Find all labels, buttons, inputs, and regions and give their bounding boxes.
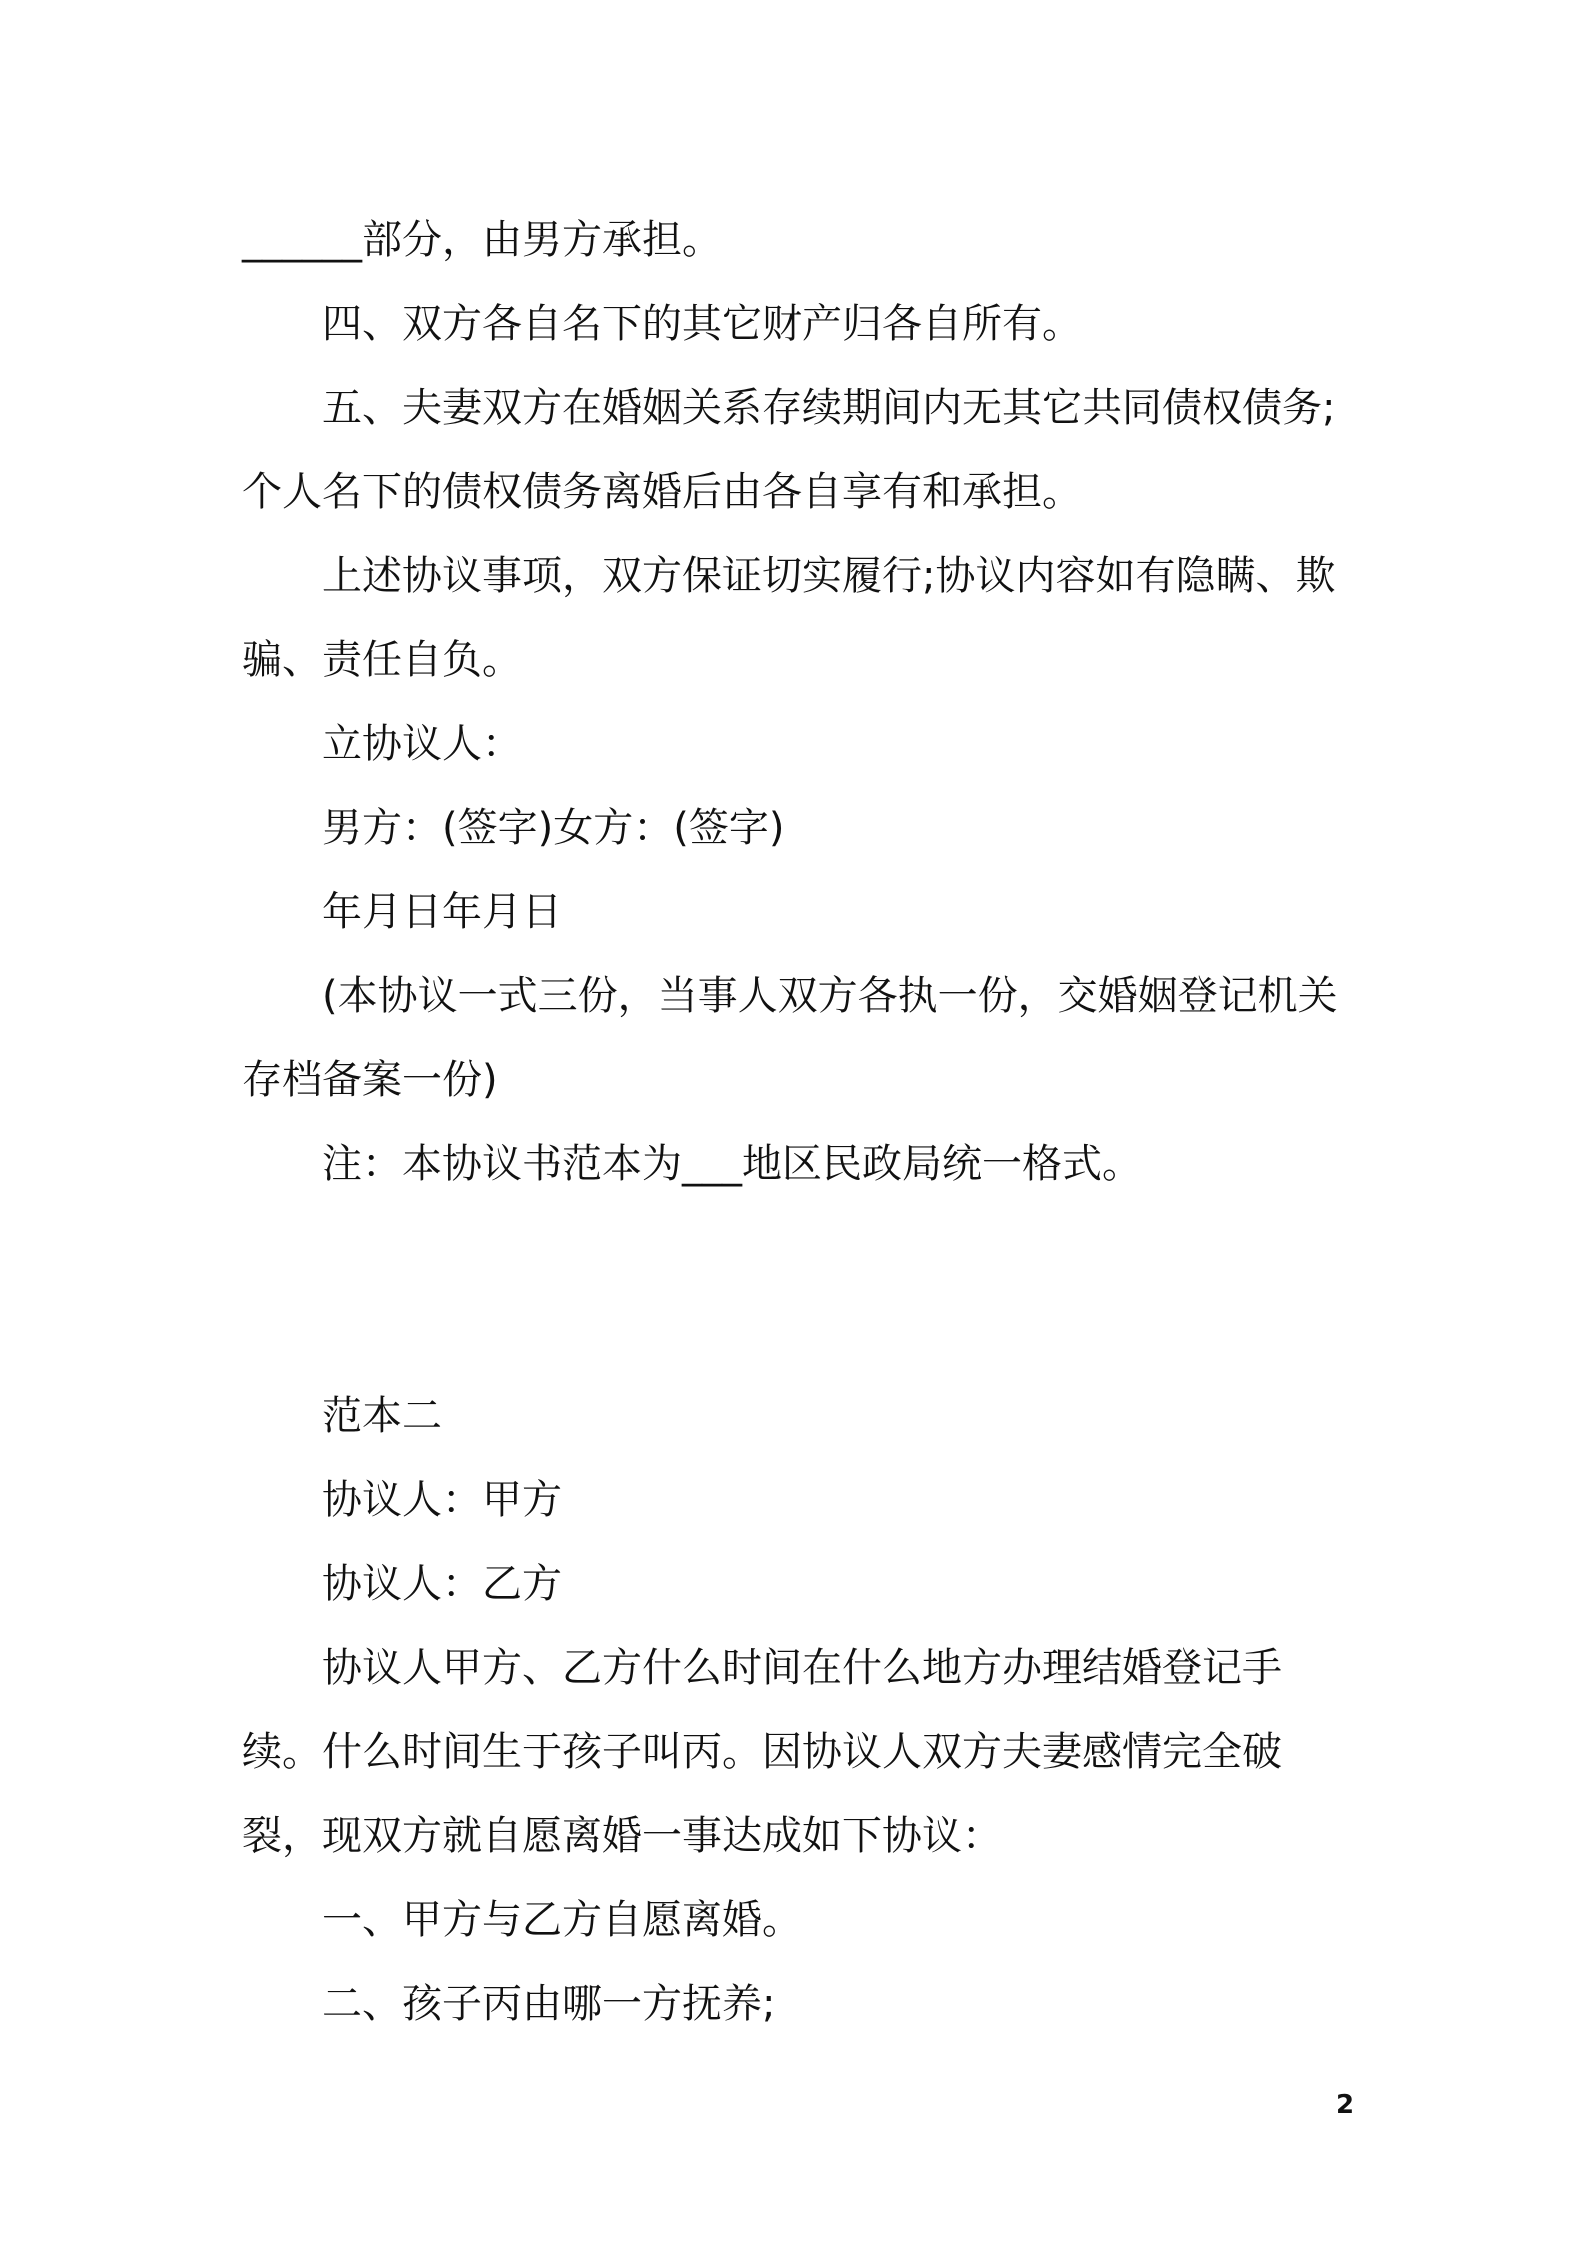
paragraph: 一、甲方与乙方自愿离婚。	[322, 1897, 802, 1943]
paragraph: (本协议一式三份，当事人双方各执一份，交婚姻登记机关存档备案一份)	[242, 973, 1338, 1103]
section-spacer	[242, 1206, 1360, 1374]
section-heading: 范本二	[322, 1393, 442, 1439]
paragraph: 四、双方各自名下的其它财产归各自所有。	[322, 301, 1082, 347]
paragraph: 协议人：乙方	[322, 1561, 562, 1607]
paragraph: 男方：(签字)女方：(签字)	[322, 805, 785, 851]
paragraph: 立协议人：	[322, 721, 522, 767]
page-number: 2	[1336, 2090, 1355, 2120]
paragraph: 注：本协议书范本为___地区民政局统一格式。	[322, 1141, 1142, 1187]
paragraph: ______部分，由男方承担。	[242, 217, 722, 263]
paragraph: 五、夫妻双方在婚姻关系存续期间内无其它共同债权债务;个人名下的债权债务离婚后由各自享有和承担。	[242, 385, 1336, 515]
paragraph: 二、孩子丙由哪一方抚养;	[322, 1981, 776, 2027]
document-body	[242, 198, 1360, 2046]
paragraph: 上述协议事项，双方保证切实履行;协议内容如有隐瞒、欺骗、责任自负。	[242, 553, 1336, 683]
paragraph: 协议人甲方、乙方什么时间在什么地方办理结婚登记手续。什么时间生于孩子叫丙。因协议人双方夫妻感情完全破裂，现双方就自愿离婚一事达成如下协议：	[242, 1645, 1282, 1859]
paragraph: 协议人：甲方	[322, 1477, 562, 1523]
paragraph: 年月日年月日	[322, 889, 562, 935]
